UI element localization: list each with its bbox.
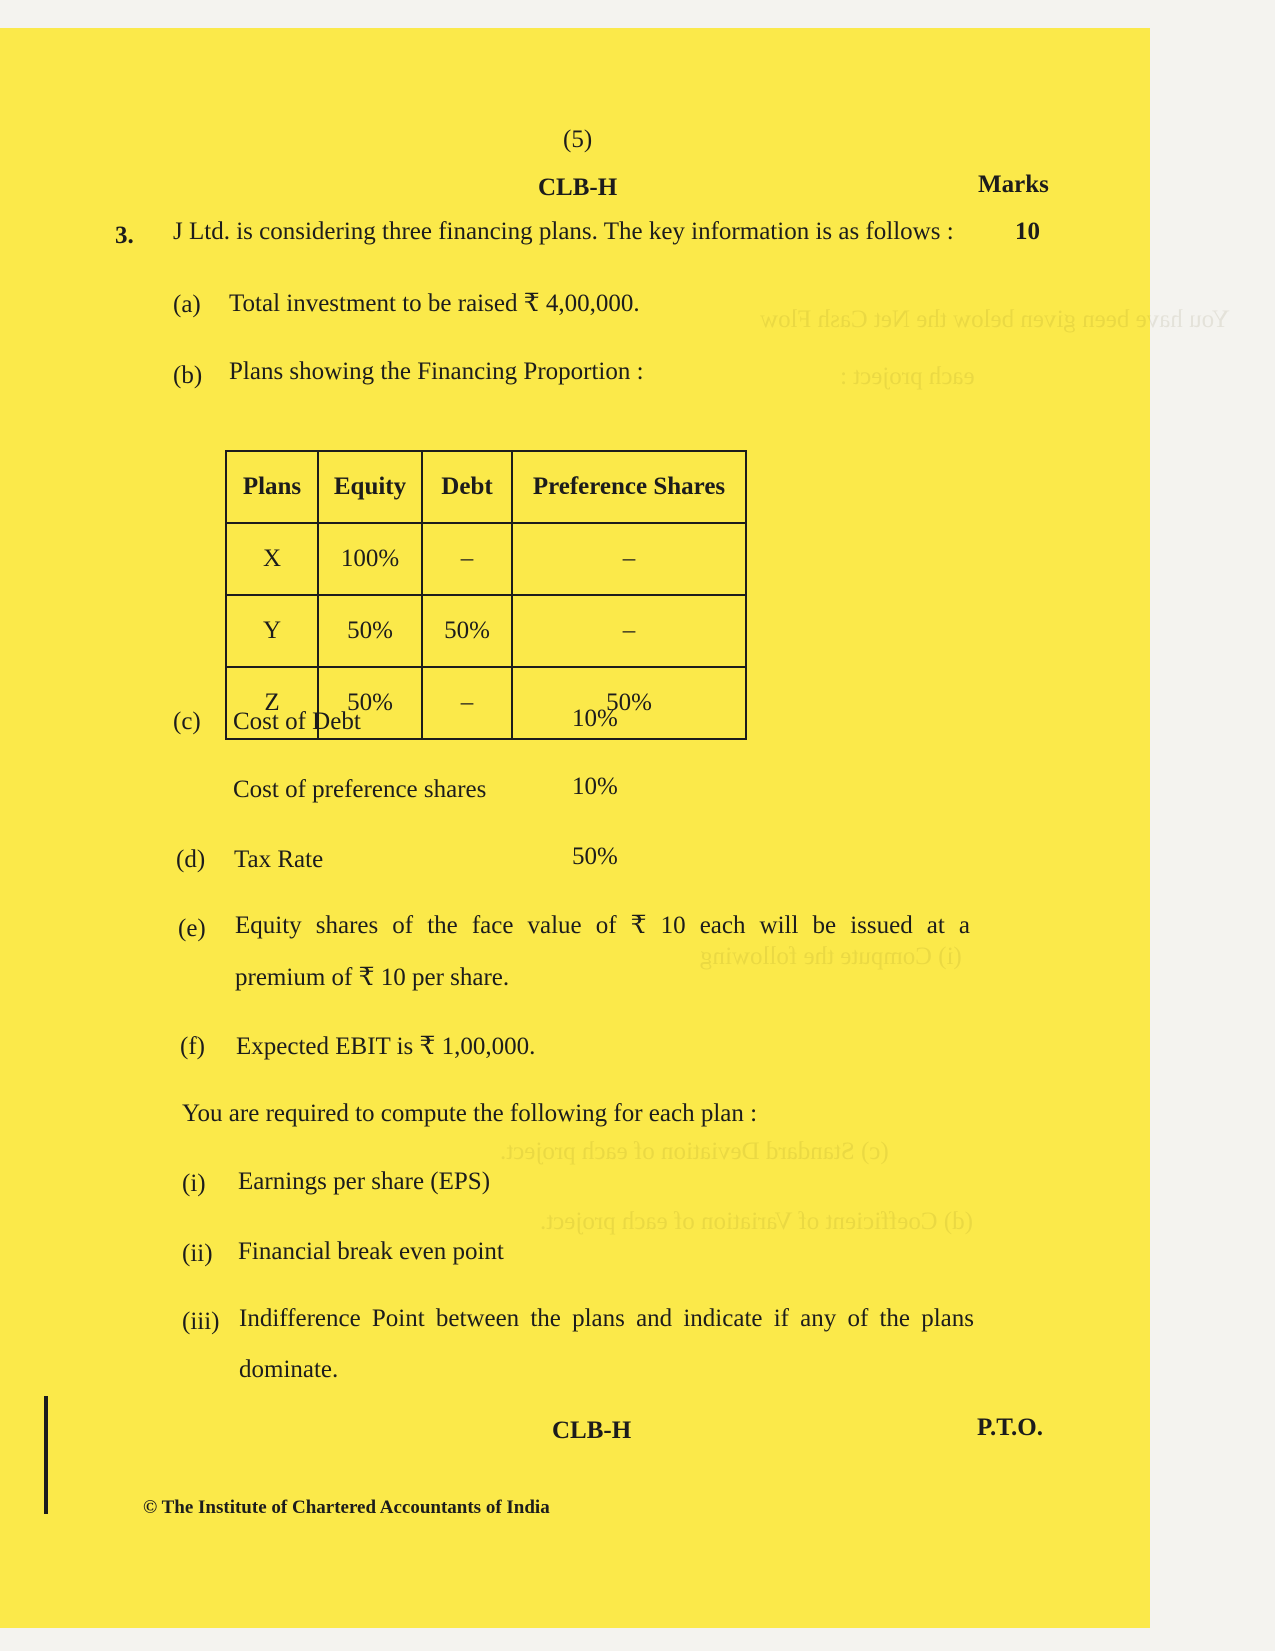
marks-heading: Marks bbox=[978, 171, 1049, 198]
required-eps: Earnings per share (EPS) bbox=[238, 1168, 491, 1195]
required-indifference-line2: dominate. bbox=[239, 1356, 339, 1383]
table-cell: Z bbox=[226, 667, 318, 739]
item-label: (f) bbox=[180, 1033, 205, 1060]
tax-rate-value: 50% bbox=[572, 843, 618, 870]
item-label: (d) bbox=[176, 846, 206, 873]
required-indifference-line1: Indifference Point between the plans and indicate if any of the plans bbox=[239, 1305, 974, 1332]
page-number: (5) bbox=[563, 126, 593, 153]
table-cell: – bbox=[422, 667, 512, 739]
tax-rate-label: Tax Rate bbox=[234, 846, 324, 873]
exam-page bbox=[0, 28, 1230, 1628]
required-label: (ii) bbox=[182, 1240, 213, 1267]
table-cell: 50% bbox=[318, 667, 422, 739]
paper-code: CLB-H bbox=[538, 174, 618, 201]
financing-proportion-table bbox=[225, 450, 747, 740]
margin-bar bbox=[44, 1396, 48, 1514]
table-cell: – bbox=[422, 523, 512, 595]
item-f-text: Expected EBIT is ₹ 1,00,000. bbox=[236, 1033, 536, 1060]
show-through-text: (d) Coefficient of Variation of each project. bbox=[540, 1208, 973, 1235]
table-cell: X bbox=[226, 523, 318, 595]
table-header-cell: Preference Shares bbox=[512, 451, 746, 523]
table-cell: – bbox=[512, 595, 746, 667]
item-label: (a) bbox=[173, 291, 201, 318]
question-intro: J Ltd. is considering three financing plans. The key information is as follows : bbox=[173, 218, 954, 245]
table-row bbox=[226, 595, 746, 667]
item-label: (b) bbox=[173, 362, 203, 389]
table-header-cell: Equity bbox=[318, 451, 422, 523]
table-cell: Y bbox=[226, 595, 318, 667]
show-through-text: (i) Compute the following bbox=[700, 943, 962, 970]
question-marks: 10 bbox=[1015, 218, 1040, 245]
item-label: (c) bbox=[173, 708, 201, 735]
item-label: (e) bbox=[178, 915, 206, 942]
table-cell: – bbox=[512, 523, 746, 595]
table-cell: 50% bbox=[318, 595, 422, 667]
item-a-text: Total investment to be raised ₹ 4,00,000. bbox=[229, 290, 640, 317]
cost-of-preference-label: Cost of preference shares bbox=[233, 776, 487, 803]
footer-code: CLB-H bbox=[552, 1417, 632, 1444]
copyright: © The Institute of Chartered Accountants of India bbox=[143, 1497, 550, 1518]
table-header-cell: Plans bbox=[226, 451, 318, 523]
table-header-row bbox=[226, 451, 746, 523]
table-cell: 100% bbox=[318, 523, 422, 595]
item-b-text: Plans showing the Financing Proportion : bbox=[229, 358, 644, 385]
cost-of-preference-value: 10% bbox=[572, 773, 618, 800]
required-label: (i) bbox=[182, 1170, 206, 1197]
table-cell: 50% bbox=[512, 667, 746, 739]
required-label: (iii) bbox=[182, 1308, 220, 1335]
cost-of-debt-value: 10% bbox=[572, 705, 618, 732]
table-row bbox=[226, 523, 746, 595]
show-through-text: each project : bbox=[840, 363, 975, 390]
question-number: 3. bbox=[115, 222, 134, 249]
show-through-text: (c) Standard Deviation of each project. bbox=[500, 1138, 889, 1165]
item-e-line2: premium of ₹ 10 per share. bbox=[235, 964, 510, 991]
pto-label: P.T.O. bbox=[977, 1414, 1043, 1441]
table-header-cell: Debt bbox=[422, 451, 512, 523]
item-e-line1: Equity shares of the face value of ₹ 10 each will be issued at a bbox=[235, 912, 970, 939]
required-intro: You are required to compute the following for each plan : bbox=[182, 1100, 758, 1127]
show-through-text: You have been given below the Net Cash Flow bbox=[760, 306, 1230, 333]
table-cell: 50% bbox=[422, 595, 512, 667]
required-financial-bep: Financial break even point bbox=[238, 1238, 504, 1265]
cost-of-debt-label: Cost of Debt bbox=[233, 708, 361, 735]
